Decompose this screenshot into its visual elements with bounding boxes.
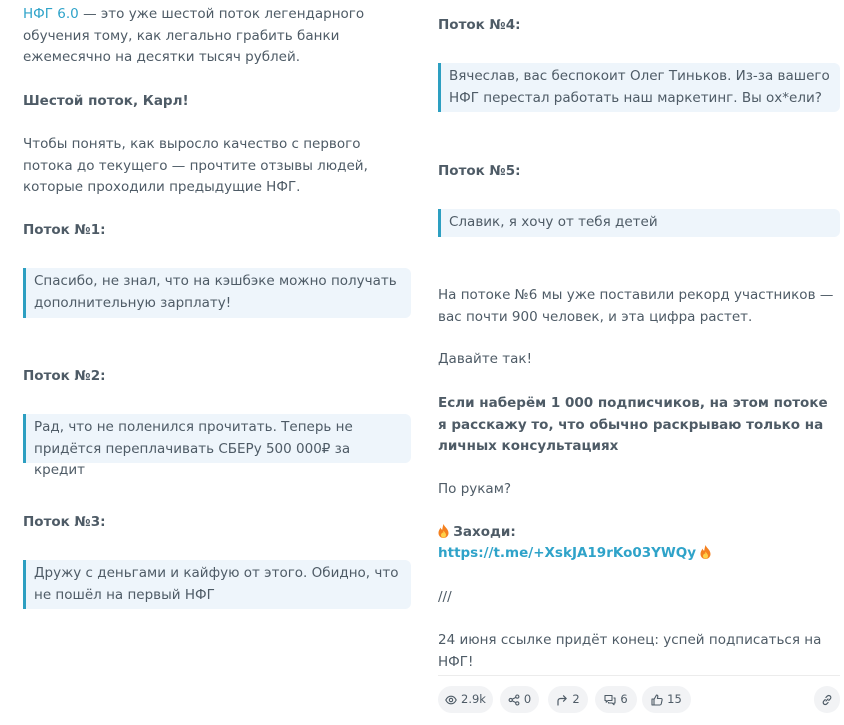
- forward-button[interactable]: [548, 686, 588, 713]
- views-count: 2.9k: [461, 691, 486, 706]
- stream2-quote: [23, 414, 411, 478]
- forward-arrow-icon: [556, 694, 568, 706]
- nfg-link[interactable]: НФГ 6.0: [23, 6, 79, 22]
- shares-count: 0: [523, 691, 532, 706]
- invite-line: [438, 543, 840, 565]
- enter-line: [438, 522, 840, 544]
- sixth-stream-heading: Шестой поток, Карл!: [23, 93, 189, 109]
- enter-label: Заходи:: [453, 524, 516, 540]
- stream1-quote-text: Спасибо, не знал, что на кэшбэке можно получать дополнительную зарплату!: [34, 273, 397, 311]
- fire-emoji-icon: [438, 524, 449, 538]
- stream5-quote-text: Славик, я хочу от тебя детей: [449, 214, 658, 230]
- link-icon: [821, 694, 833, 706]
- separator: ///: [438, 589, 452, 605]
- stream3-quote: [23, 560, 411, 609]
- stream4-quote: [438, 63, 840, 112]
- invite-link[interactable]: https://t.me/+XskJA19rKo03YWQy: [438, 545, 697, 561]
- comments-button[interactable]: [595, 686, 637, 713]
- stream2-quote-text: Рад, что не поленился прочитать. Теперь не придётся переплачивать СБЕРу 500 000₽ за кредит: [34, 419, 353, 478]
- stream5-quote: [438, 209, 840, 237]
- post-actions-bar: [438, 686, 840, 714]
- share-nodes-icon: [508, 694, 520, 706]
- stream4-quote-text: Вячеслав, вас беспокоит Олег Тиньков. Из-за вашего НФГ перестал работать наш маркетинг. Вы ох*ели?: [449, 68, 830, 106]
- likes-count: 15: [667, 691, 682, 706]
- like-button[interactable]: [642, 686, 691, 713]
- promise-paragraph: Если наберём 1 000 подписчиков, на этом потоке я расскажу то, что обычно раскрываю только на личных консультациях: [438, 395, 828, 454]
- stream3-quote-text: Дружу с деньгами и кайфую от этого. Обидно, что не пошёл на первый НФГ: [34, 565, 399, 603]
- actions-divider: [438, 675, 840, 676]
- stream3-title: Поток №3:: [23, 514, 106, 530]
- copy-link-button[interactable]: [814, 686, 840, 713]
- comments-icon: [604, 694, 616, 706]
- stream1-title: Поток №1:: [23, 222, 106, 238]
- stream2-title: Поток №2:: [23, 368, 106, 384]
- comments-count: 6: [620, 691, 628, 706]
- stream4-title: Поток №4:: [438, 17, 521, 33]
- reviews-intro: Чтобы понять, как выросло качество с первого потока до текущего — прочтите отзывы людей, которые проходили предыдущие НФГ.: [23, 136, 368, 195]
- forwards-count: 2: [572, 691, 580, 706]
- thumbs-up-icon: [651, 694, 663, 706]
- views-button[interactable]: [438, 686, 493, 713]
- intro-paragraph: [23, 4, 411, 69]
- stream1-quote: [23, 268, 411, 318]
- deal-paragraph: Давайте так!: [438, 351, 532, 367]
- deadline-paragraph: 24 июня ссылке придёт конец: успей подписаться на НФГ!: [438, 632, 822, 670]
- stream5-title: Поток №5:: [438, 163, 521, 179]
- share-button[interactable]: [500, 686, 539, 713]
- fire-emoji-icon: [700, 545, 711, 559]
- handshake-paragraph: По рукам?: [438, 481, 512, 497]
- record-paragraph: На потоке №6 мы уже поставили рекорд участников — вас почти 900 человек, и эта цифра растет.: [438, 287, 834, 325]
- intro-text: — это уже шестой поток легендарного обучения тому, как легально грабить банки ежемесячно на десятки тысяч рублей.: [23, 6, 365, 65]
- eye-icon: [445, 694, 457, 706]
